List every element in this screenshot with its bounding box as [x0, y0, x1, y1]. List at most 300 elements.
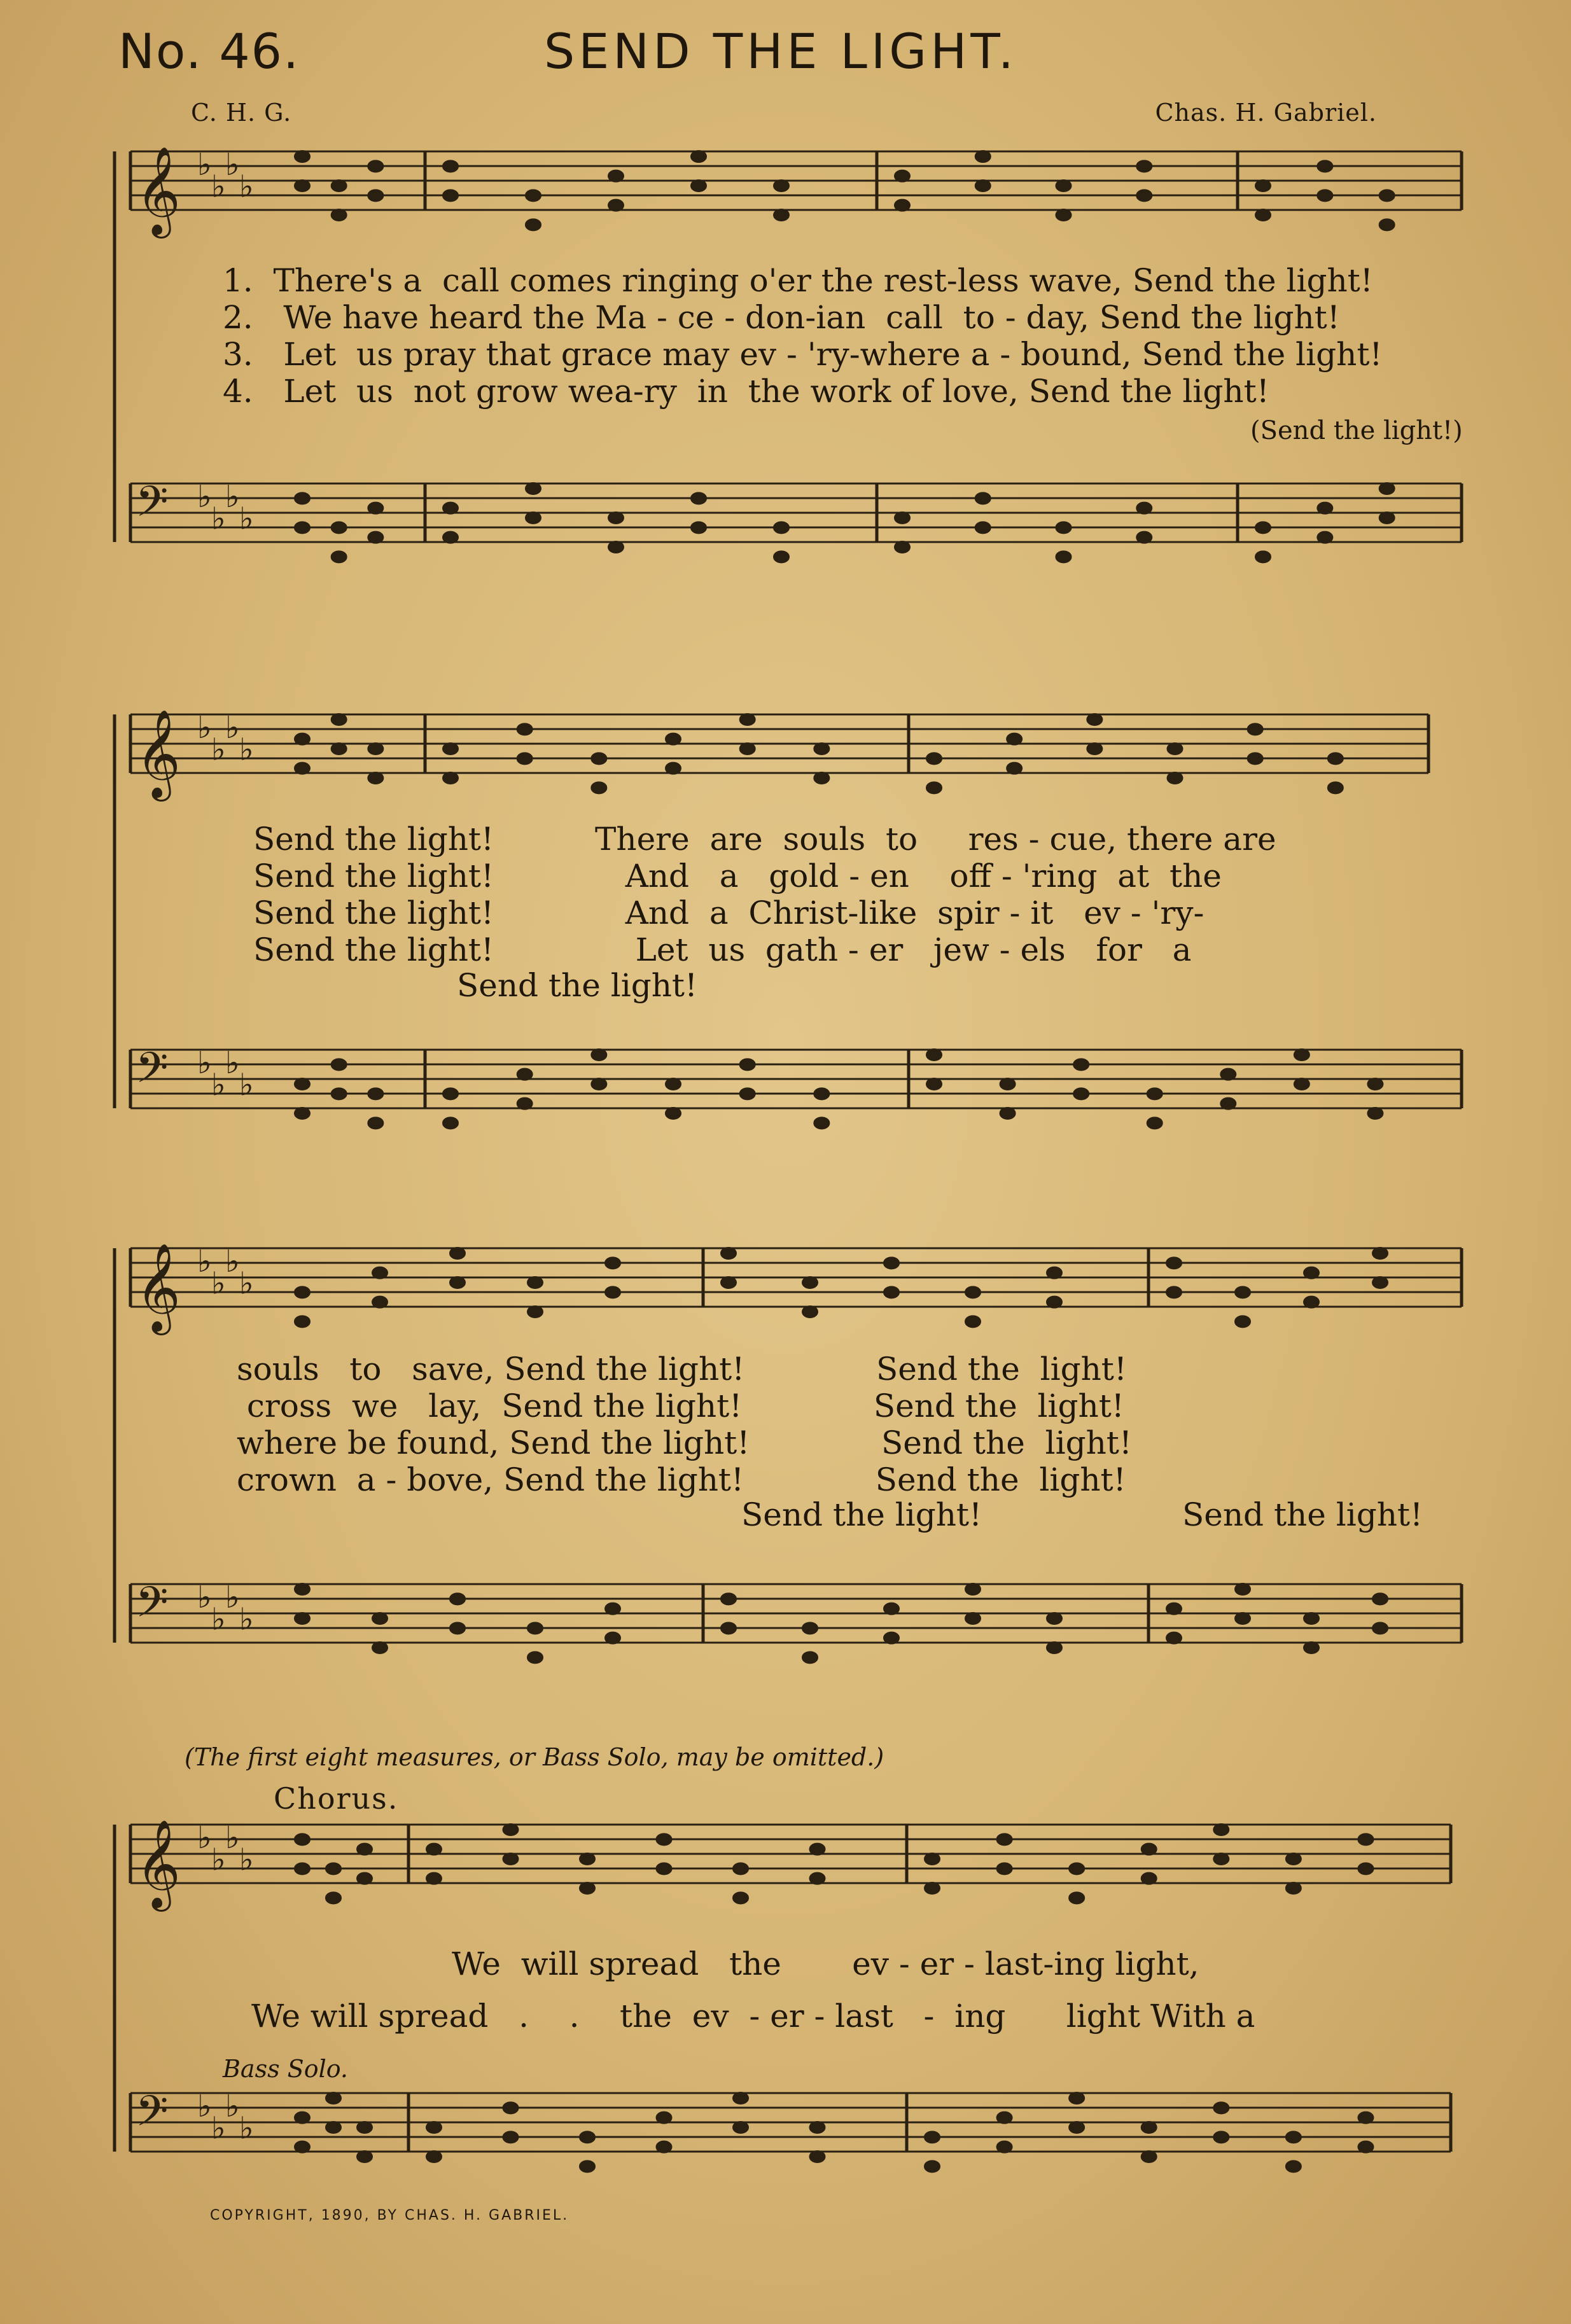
notehead — [368, 744, 382, 754]
notehead — [526, 484, 540, 494]
notehead — [1248, 724, 1262, 734]
lyricist-credit: C. H. G. — [191, 99, 292, 127]
notehead — [692, 493, 706, 503]
notehead — [1380, 484, 1394, 494]
notehead — [1047, 1268, 1061, 1278]
notehead — [443, 503, 457, 513]
notehead — [368, 773, 382, 783]
notehead — [1304, 1643, 1318, 1653]
notehead — [504, 1825, 518, 1835]
flat-icon: ♭ — [211, 501, 226, 537]
flat-icon: ♭ — [211, 169, 226, 205]
notehead — [609, 542, 623, 552]
flat-icon: ♭ — [225, 2089, 240, 2124]
verse-4-line: crown a - bove, Send the light! Send the light! — [237, 1461, 1126, 1498]
notehead — [326, 1893, 340, 1903]
notehead — [1318, 503, 1332, 513]
notehead — [741, 1059, 755, 1069]
notehead — [1295, 1079, 1309, 1089]
flat-icon: ♭ — [211, 1067, 226, 1103]
notehead — [1137, 503, 1151, 513]
flat-icon: ♭ — [239, 1067, 254, 1103]
notehead — [443, 532, 457, 543]
notehead — [657, 2113, 671, 2123]
notehead — [657, 2142, 671, 2152]
flat-icon: ♭ — [239, 1265, 254, 1302]
notehead — [722, 1594, 736, 1604]
flat-icon: ♭ — [225, 479, 240, 515]
flat-icon: ♭ — [197, 1244, 212, 1279]
notehead — [358, 1874, 372, 1884]
notehead — [443, 190, 457, 200]
notehead — [722, 1277, 736, 1288]
notehead — [609, 513, 623, 523]
notehead — [358, 1844, 372, 1854]
notehead — [1167, 1258, 1181, 1268]
notehead — [609, 200, 623, 211]
flat-icon: ♭ — [225, 1045, 240, 1081]
notehead — [1047, 1613, 1061, 1624]
notehead — [504, 2132, 518, 2142]
flat-icon: ♭ — [225, 147, 240, 183]
notehead — [925, 1883, 939, 1893]
notehead — [1168, 744, 1182, 754]
notehead — [528, 1623, 542, 1633]
notehead — [734, 1863, 748, 1874]
notehead — [976, 151, 990, 162]
notehead — [1167, 1287, 1181, 1297]
notehead — [1256, 522, 1270, 532]
notehead — [927, 1079, 941, 1089]
notehead — [657, 1834, 671, 1844]
notehead — [734, 2122, 748, 2133]
notehead — [368, 190, 382, 200]
notehead — [1304, 1297, 1318, 1307]
notehead — [927, 753, 941, 763]
notehead — [295, 1584, 309, 1594]
notehead — [803, 1652, 817, 1662]
notehead — [443, 161, 457, 171]
notehead — [295, 734, 309, 744]
notehead — [526, 190, 540, 200]
notehead — [1167, 1633, 1181, 1643]
notehead — [1137, 161, 1151, 171]
notehead — [1236, 1613, 1250, 1624]
notehead — [895, 171, 909, 181]
notehead — [1142, 1874, 1156, 1884]
notehead — [606, 1633, 620, 1643]
notehead — [811, 1874, 825, 1884]
notehead — [580, 1854, 594, 1864]
notehead — [692, 522, 706, 532]
notehead — [741, 714, 755, 725]
notehead — [1380, 513, 1394, 523]
notehead — [443, 1118, 457, 1128]
notehead — [1001, 1079, 1015, 1089]
notehead — [925, 2132, 939, 2142]
notehead — [592, 783, 606, 793]
system1-echo: (Send the light!) — [1250, 416, 1463, 445]
notehead — [358, 2152, 372, 2162]
notehead — [1214, 2103, 1228, 2113]
system2-echo: Send the light! — [457, 967, 698, 1004]
notehead — [1358, 2113, 1372, 2123]
flat-icon: ♭ — [239, 2110, 254, 2147]
flat-icon: ♭ — [239, 501, 254, 537]
notehead — [518, 753, 532, 763]
notehead — [368, 532, 382, 543]
notehead — [966, 1584, 980, 1594]
notehead — [1304, 1613, 1318, 1624]
composer-credit: Chas. H. Gabriel. — [1155, 99, 1377, 127]
notehead — [666, 1108, 680, 1118]
notehead — [1318, 190, 1332, 200]
notehead — [811, 2152, 825, 2162]
verse-1-line: souls to save, Send the light! Send the light! — [237, 1351, 1127, 1388]
notehead — [443, 744, 457, 754]
notehead — [927, 1050, 941, 1060]
verse-3-line: 3. Let us pray that grace may ev - 'ry-where a - bound, Send the light! — [223, 336, 1383, 373]
notehead — [774, 552, 788, 562]
notehead — [373, 1613, 387, 1624]
notehead — [450, 1623, 464, 1633]
notehead — [803, 1623, 817, 1633]
notehead — [295, 181, 309, 191]
notehead — [332, 522, 346, 532]
treble-clef-icon: 𝄞 — [136, 1243, 181, 1332]
notehead — [592, 1050, 606, 1060]
notehead — [976, 522, 990, 532]
bass-clef-icon: 𝄢 — [136, 477, 169, 536]
notehead — [884, 1633, 898, 1643]
verse-1-line: 1. There's a call comes ringing o'er the rest-less wave, Send the light! — [223, 262, 1373, 299]
notehead — [606, 1604, 620, 1614]
notehead — [1256, 181, 1270, 191]
notehead — [427, 1844, 441, 1854]
system3-echo-left: Send the light! — [741, 1496, 982, 1533]
notehead — [803, 1277, 817, 1288]
notehead — [1047, 1297, 1061, 1307]
notehead — [1137, 532, 1151, 543]
notehead — [692, 181, 706, 191]
notehead — [1380, 190, 1394, 200]
notehead — [1148, 1089, 1162, 1099]
notehead — [884, 1287, 898, 1297]
notehead — [450, 1594, 464, 1604]
notehead — [666, 1079, 680, 1089]
notehead — [450, 1277, 464, 1288]
system1-lyrics — [223, 262, 1383, 410]
notehead — [966, 1316, 980, 1326]
notehead — [1329, 783, 1343, 793]
system2-lyrics — [253, 821, 1276, 968]
verse-4-line: Send the light! Let us gath - er jew - els for a — [253, 931, 1192, 968]
notehead — [1287, 2161, 1301, 2171]
notehead — [368, 503, 382, 513]
notehead — [1168, 773, 1182, 783]
notehead — [1221, 1099, 1235, 1109]
notehead — [580, 2132, 594, 2142]
notehead — [358, 2122, 372, 2133]
treble-clef-icon: 𝄞 — [136, 1820, 181, 1908]
flat-icon: ♭ — [197, 1820, 212, 1856]
notehead — [741, 1089, 755, 1099]
notehead — [1057, 522, 1071, 532]
notehead — [1304, 1268, 1318, 1278]
notehead — [443, 1089, 457, 1099]
flat-icon: ♭ — [225, 1244, 240, 1279]
flat-icon: ♭ — [225, 1820, 240, 1856]
flat-icon: ♭ — [225, 710, 240, 746]
chorus-bass-lyric: We will spread . . the ev - er - last - ing light With a — [251, 1998, 1255, 2035]
notehead — [450, 1248, 464, 1258]
notehead — [998, 2113, 1012, 2123]
bass-clef-icon: 𝄢 — [136, 1578, 169, 1637]
flat-icon: ♭ — [211, 2110, 226, 2147]
flat-icon: ♭ — [211, 1601, 226, 1638]
notehead — [1074, 1059, 1088, 1069]
notehead — [326, 2122, 340, 2133]
notehead — [666, 734, 680, 744]
notehead — [1167, 1604, 1181, 1614]
flat-icon: ♭ — [211, 732, 226, 768]
notehead — [1148, 1118, 1162, 1128]
notehead — [1070, 2093, 1084, 2103]
verse-2-line: cross we lay, Send the light! Send the light! — [237, 1388, 1124, 1424]
notehead — [895, 542, 909, 552]
notehead — [580, 1883, 594, 1893]
notehead — [814, 1089, 828, 1099]
notehead — [1070, 1893, 1084, 1903]
flat-icon: ♭ — [239, 1601, 254, 1638]
notehead — [774, 522, 788, 532]
notehead — [326, 2093, 340, 2103]
flat-icon: ♭ — [197, 1580, 212, 1615]
notehead — [1214, 2132, 1228, 2142]
notehead — [368, 1089, 382, 1099]
notehead — [966, 1613, 980, 1624]
notehead — [526, 513, 540, 523]
chorus-label: Chorus. — [274, 1781, 399, 1816]
notehead — [609, 171, 623, 181]
notehead — [976, 493, 990, 503]
notehead — [1001, 1108, 1015, 1118]
verse-4-line: 4. Let us not grow wea-ry in the work of love, Send the light! — [223, 373, 1269, 410]
flat-icon: ♭ — [211, 1265, 226, 1302]
notehead — [528, 1277, 542, 1288]
notehead — [1236, 1287, 1250, 1297]
notehead — [518, 1099, 532, 1109]
notehead — [998, 2142, 1012, 2152]
verse-3-line: where be found, Send the light! Send the light! — [237, 1424, 1132, 1461]
notehead — [1221, 1069, 1235, 1080]
notehead — [774, 181, 788, 191]
notehead — [504, 1854, 518, 1864]
notehead — [528, 1307, 542, 1317]
notehead — [295, 1108, 309, 1118]
notehead — [295, 1287, 309, 1297]
notehead — [1248, 753, 1262, 763]
notehead — [927, 783, 941, 793]
verse-2-line: 2. We have heard the Ma - ce - don-ian call to - day, Send the light! — [223, 299, 1340, 336]
bass-solo-label: Bass Solo. — [223, 2055, 349, 2083]
notehead — [295, 1863, 309, 1874]
notehead — [814, 773, 828, 783]
copyright-notice: COPYRIGHT, 1890, BY CHAS. H. GABRIEL. — [210, 2208, 569, 2223]
notehead — [1047, 1643, 1061, 1653]
notehead — [606, 1258, 620, 1268]
notehead — [332, 714, 346, 725]
notehead — [1287, 2132, 1301, 2142]
notehead — [332, 1089, 346, 1099]
notehead — [373, 1643, 387, 1653]
notehead — [1358, 1834, 1372, 1844]
treble-clef-icon: 𝄞 — [136, 146, 181, 235]
notehead — [295, 1834, 309, 1844]
notehead — [1236, 1316, 1250, 1326]
notehead — [295, 151, 309, 162]
system3-lyrics — [237, 1351, 1132, 1498]
notehead — [332, 181, 346, 191]
notehead — [884, 1604, 898, 1614]
notehead — [1373, 1277, 1387, 1288]
flat-icon: ♭ — [239, 732, 254, 768]
notehead — [295, 1079, 309, 1089]
notehead — [1373, 1594, 1387, 1604]
notehead — [1214, 1825, 1228, 1835]
notehead — [332, 552, 346, 562]
notehead — [332, 210, 346, 220]
notehead — [295, 493, 309, 503]
notehead — [1358, 2142, 1372, 2152]
notehead — [895, 513, 909, 523]
flat-icon: ♭ — [197, 710, 212, 746]
notehead — [518, 724, 532, 734]
notehead — [998, 1834, 1012, 1844]
notehead — [1358, 1863, 1372, 1874]
notehead — [332, 1059, 346, 1069]
notehead — [1380, 219, 1394, 230]
notehead — [1142, 1844, 1156, 1854]
notehead — [884, 1258, 898, 1268]
notehead — [803, 1307, 817, 1317]
notehead — [295, 763, 309, 774]
notehead — [741, 744, 755, 754]
notehead — [526, 219, 540, 230]
notehead — [427, 2152, 441, 2162]
hymn-title: SEND THE LIGHT. — [544, 23, 1017, 80]
flat-icon: ♭ — [197, 1045, 212, 1081]
notehead — [295, 2113, 309, 2123]
notehead — [814, 1118, 828, 1128]
notehead — [895, 200, 909, 211]
notehead — [332, 744, 346, 754]
notehead — [811, 1844, 825, 1854]
notehead — [295, 522, 309, 532]
notehead — [925, 1854, 939, 1864]
chorus-treble-lyric: We will spread the ev - er - last-ing light, — [452, 1945, 1199, 1982]
notehead — [814, 744, 828, 754]
notehead — [1318, 532, 1332, 543]
flat-icon: ♭ — [197, 147, 212, 183]
flat-icon: ♭ — [211, 1842, 226, 1878]
notehead — [774, 210, 788, 220]
notehead — [1329, 753, 1343, 763]
notehead — [1057, 552, 1071, 562]
notehead — [427, 2122, 441, 2133]
notehead — [734, 2093, 748, 2103]
notehead — [811, 2122, 825, 2133]
flat-icon: ♭ — [197, 479, 212, 515]
notehead — [666, 763, 680, 774]
notehead — [295, 1613, 309, 1624]
flat-icon: ♭ — [239, 1842, 254, 1878]
verse-2-line: Send the light! And a gold - en off - 'ring at the — [253, 858, 1222, 894]
notehead — [692, 151, 706, 162]
notehead — [592, 753, 606, 763]
notehead — [1137, 190, 1151, 200]
hymn-number: No. 46. — [118, 23, 300, 80]
notehead — [368, 161, 382, 171]
notehead — [606, 1287, 620, 1297]
notehead — [1007, 734, 1021, 744]
notehead — [966, 1287, 980, 1297]
notehead — [1373, 1248, 1387, 1258]
notehead — [1057, 181, 1071, 191]
notehead — [528, 1652, 542, 1662]
notehead — [1368, 1108, 1382, 1118]
notehead — [368, 1118, 382, 1128]
notehead — [998, 1863, 1012, 1874]
notehead — [1074, 1089, 1088, 1099]
bass-clef-icon: 𝄢 — [136, 2087, 169, 2146]
notehead — [518, 1069, 532, 1080]
notehead — [976, 181, 990, 191]
notehead — [1236, 1584, 1250, 1594]
notehead — [925, 2161, 939, 2171]
notehead — [326, 1863, 340, 1874]
notehead — [1070, 1863, 1084, 1874]
notehead — [1087, 714, 1101, 725]
notehead — [1318, 161, 1332, 171]
notehead — [373, 1297, 387, 1307]
flat-icon: ♭ — [239, 169, 254, 205]
notehead — [1295, 1050, 1309, 1060]
notehead — [580, 2161, 594, 2171]
notehead — [592, 1079, 606, 1089]
notehead — [1287, 1883, 1301, 1893]
flat-icon: ♭ — [225, 1580, 240, 1615]
notehead — [1373, 1623, 1387, 1633]
notehead — [427, 1874, 441, 1884]
system3-echo-right: Send the light! — [1182, 1496, 1423, 1533]
notehead — [1256, 552, 1270, 562]
notehead — [1007, 763, 1021, 774]
notehead — [443, 773, 457, 783]
notehead — [295, 2142, 309, 2152]
notehead — [373, 1268, 387, 1278]
notehead — [657, 1863, 671, 1874]
notehead — [1070, 2122, 1084, 2133]
notehead — [1287, 1854, 1301, 1864]
bass-clef-icon: 𝄢 — [136, 1043, 169, 1103]
notehead — [1087, 744, 1101, 754]
notehead — [1142, 2122, 1156, 2133]
notehead — [1214, 1854, 1228, 1864]
verse-3-line: Send the light! And a Christ-like spir - it ev - 'ry- — [253, 894, 1204, 931]
notehead — [295, 1316, 309, 1326]
notehead — [734, 1893, 748, 1903]
